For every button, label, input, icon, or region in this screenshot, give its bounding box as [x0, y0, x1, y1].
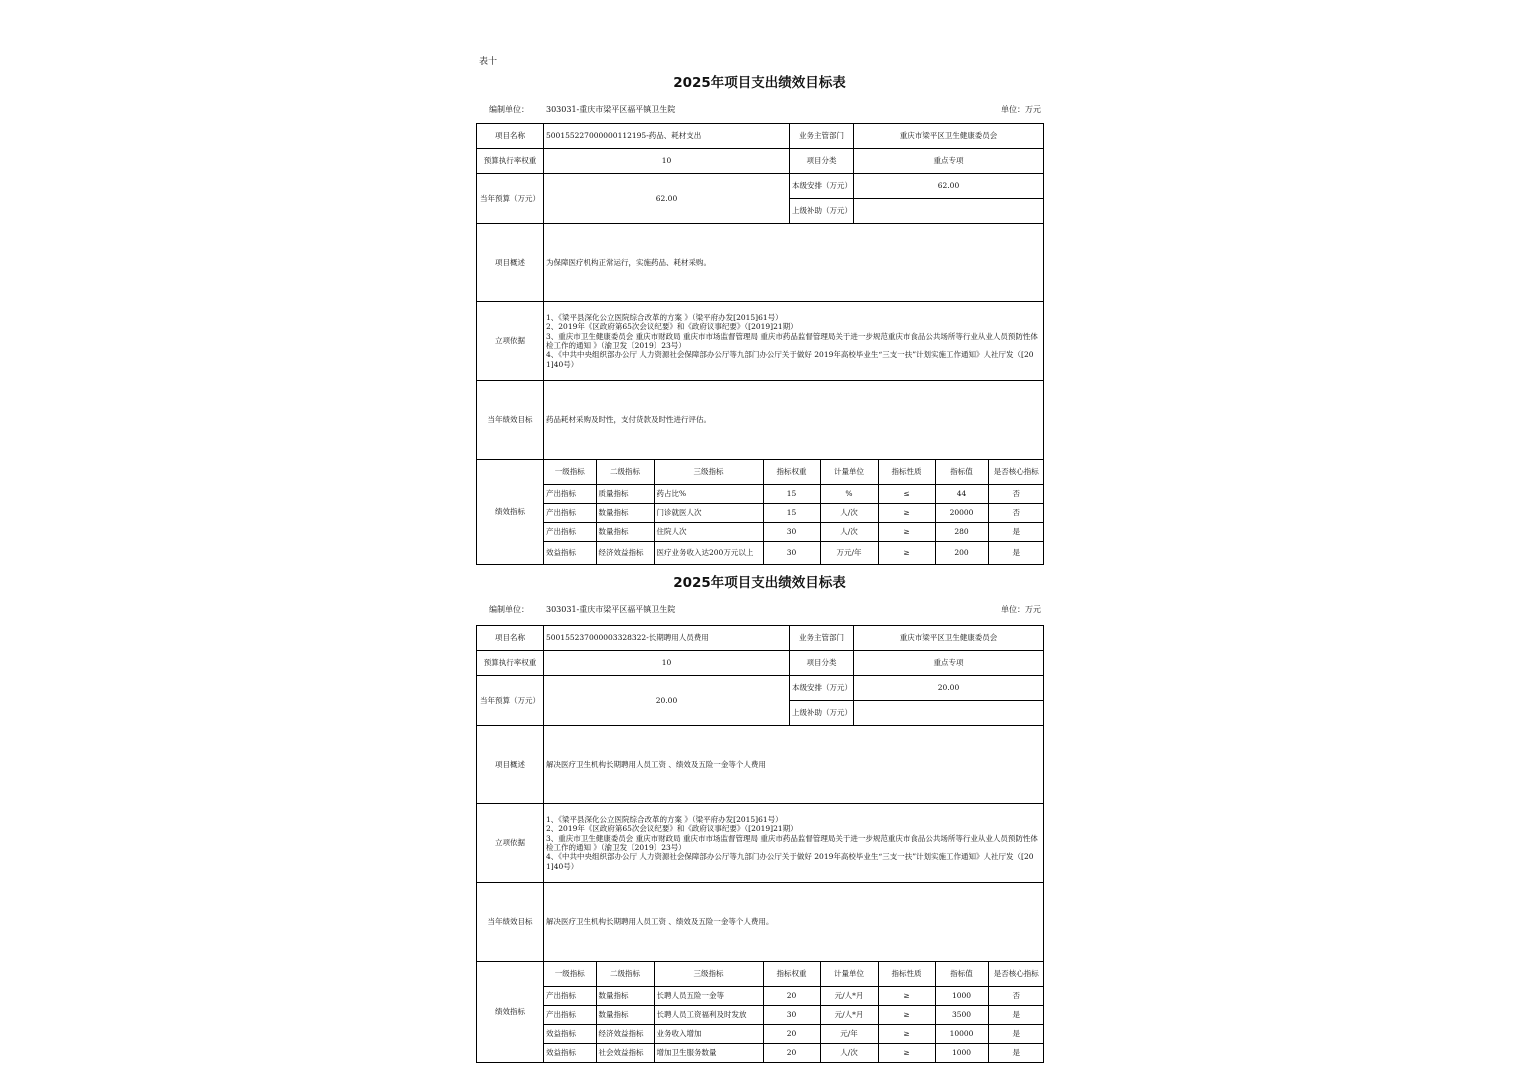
- project-name-label: 项目名称: [477, 626, 544, 651]
- form-title: 2025年项目支出绩效目标表: [673, 75, 846, 91]
- unit-value: 303031-重庆市梁平区福平镇卫生院: [546, 605, 676, 614]
- header-l3: 三级指标: [654, 962, 763, 986]
- header-core: 是否核心指标: [988, 962, 1044, 986]
- indicator-l2: 数量指标: [596, 522, 654, 541]
- indicator-nature: ≥: [878, 503, 935, 522]
- superior-subsidy-value: [854, 199, 1044, 224]
- category-label: 项目分类: [790, 149, 854, 174]
- overview-value: 为保障医疗机构正常运行，实施药品、耗材采购。: [544, 224, 1044, 302]
- form-meta: [476, 100, 1043, 116]
- header-l1: 一级指标: [544, 962, 596, 986]
- table-row: [477, 804, 1044, 883]
- superior-subsidy-label: 上级补助（万元）: [790, 199, 854, 224]
- overview-label: 项目概述: [477, 224, 544, 302]
- header-nature: 指标性质: [878, 962, 935, 986]
- unit-label: 编制单位：: [489, 105, 529, 114]
- superior-subsidy-value: [854, 701, 1044, 726]
- indicator-unit: 人/次: [820, 1043, 878, 1062]
- indicator-core: 否: [988, 986, 1044, 1005]
- annual-goal-value: 解决医疗卫生机构长期聘用人员工资 、绩效及五险一金等个人费用。: [544, 883, 1044, 962]
- indicator-nature: ≥: [878, 1024, 935, 1043]
- performance-form-2: [476, 572, 1043, 1063]
- indicator-l1: 产出指标: [544, 986, 596, 1005]
- table-row: [477, 224, 1044, 302]
- indicator-l3: 医疗业务收入达200万元以上: [654, 541, 763, 564]
- indicator-l2: 经济效益指标: [596, 1024, 654, 1043]
- header-value: 指标值: [935, 460, 988, 484]
- table-row: [477, 651, 1044, 676]
- header-l2: 二级指标: [596, 460, 654, 484]
- indicator-l3: 门诊就医人次: [654, 503, 763, 522]
- currency-label: 单位：万元: [1001, 105, 1041, 114]
- indicator-core: 否: [988, 503, 1044, 522]
- indicator-value: 3500: [935, 1005, 988, 1024]
- indicator-l1: 产出指标: [544, 522, 596, 541]
- table-row: [477, 124, 1044, 149]
- basis-line: 2、2019年《区政府第65次会议纪要》和《政府议事纪要》（[2019]21期）: [546, 322, 798, 332]
- department-value: 重庆市梁平区卫生健康委员会: [854, 626, 1044, 651]
- indicator-l1: 效益指标: [544, 1024, 596, 1043]
- form-title: 2025年项目支出绩效目标表: [673, 575, 846, 591]
- indicator-weight: 15: [763, 503, 820, 522]
- category-value: 重点专项: [854, 149, 1044, 174]
- performance-form-1: [476, 72, 1043, 565]
- basis-label: 立项依据: [477, 302, 544, 381]
- indicator-value: 44: [935, 484, 988, 503]
- indicator-core: 是: [988, 541, 1044, 564]
- indicator-unit: 元/人*月: [820, 1005, 878, 1024]
- indicator-unit: 元/人*月: [820, 986, 878, 1005]
- header-nature: 指标性质: [878, 460, 935, 484]
- indicator-nature: ≥: [878, 541, 935, 564]
- header-weight: 指标权重: [763, 962, 820, 986]
- indicator-l2: 社会效益指标: [596, 1043, 654, 1062]
- basis-line: 3、重庆市卫生健康委员会 重庆市财政局 重庆市市场监督管理局 重庆市药品监督管理局关于进一步规范重庆市食品公共场所等行业从业人员预防性体检工作的通知 》（渝卫发〔2019〕23号）: [546, 331, 1038, 350]
- table-row: [477, 302, 1044, 381]
- superior-subsidy-label: 上级补助（万元）: [790, 701, 854, 726]
- indicators-label: 绩效指标: [477, 962, 544, 1063]
- project-name-value: 500155237000003328322-长期聘用人员费用: [544, 626, 790, 651]
- department-value: 重庆市梁平区卫生健康委员会: [854, 124, 1044, 149]
- indicator-l2: 数量指标: [596, 503, 654, 522]
- annual-goal-label: 当年绩效目标: [477, 381, 544, 460]
- indicator-core: 是: [988, 1024, 1044, 1043]
- indicator-value: 1000: [935, 986, 988, 1005]
- indicator-core: 否: [988, 484, 1044, 503]
- local-arrangement-label: 本级安排（万元）: [790, 676, 854, 701]
- indicator-weight: 30: [763, 541, 820, 564]
- table-row: [477, 460, 1044, 565]
- table-row: [477, 174, 1044, 199]
- indicator-l2: 经济效益指标: [596, 541, 654, 564]
- table-row: [477, 149, 1044, 174]
- annual-goal-label: 当年绩效目标: [477, 883, 544, 962]
- indicator-nature: ≤: [878, 484, 935, 503]
- annual-budget-label: 当年预算（万元）: [477, 174, 544, 224]
- header-l1: 一级指标: [544, 460, 596, 484]
- indicator-core: 是: [988, 522, 1044, 541]
- header-l3: 三级指标: [654, 460, 763, 484]
- indicator-weight: 20: [763, 986, 820, 1005]
- basis-label: 立项依据: [477, 804, 544, 883]
- local-arrangement-value: 20.00: [854, 676, 1044, 701]
- indicator-nature: ≥: [878, 986, 935, 1005]
- unit-label: 编制单位：: [489, 605, 529, 614]
- department-label: 业务主管部门: [790, 626, 854, 651]
- page-label: 表十: [479, 57, 498, 67]
- form-table: [476, 123, 1044, 565]
- indicator-l3: 住院人次: [654, 522, 763, 541]
- header-weight: 指标权重: [763, 460, 820, 484]
- indicator-l2: 数量指标: [596, 986, 654, 1005]
- indicator-l1: 效益指标: [544, 1043, 596, 1062]
- indicator-weight: 30: [763, 522, 820, 541]
- table-row: [477, 883, 1044, 962]
- form-table: [476, 625, 1044, 1063]
- indicator-core: 是: [988, 1043, 1044, 1062]
- table-row: [477, 726, 1044, 804]
- category-value: 重点专项: [854, 651, 1044, 676]
- indicator-row: [544, 1024, 1044, 1043]
- indicators-cell: [544, 962, 1044, 1063]
- local-arrangement-value: 62.00: [854, 174, 1044, 199]
- indicator-l3: 业务收入增加: [654, 1024, 763, 1043]
- project-name-value: 500155227000000112195-药品、耗材支出: [544, 124, 790, 149]
- indicators-label: 绩效指标: [477, 460, 544, 565]
- indicator-unit: 元/年: [820, 1024, 878, 1043]
- table-row: [477, 626, 1044, 651]
- indicator-nature: ≥: [878, 1005, 935, 1024]
- basis-line: 2、2019年《区政府第65次会议纪要》和《政府议事纪要》（[2019]21期）: [546, 824, 798, 834]
- indicator-value: 280: [935, 522, 988, 541]
- indicator-value: 10000: [935, 1024, 988, 1043]
- indicator-l1: 产出指标: [544, 484, 596, 503]
- indicator-unit: %: [820, 484, 878, 503]
- basis-line: 4、《中共中央组织部办公厅 人力资源社会保障部办公厅等九部门办公厅关于做好 2019年高校毕业生“三支一扶”计划实施工作通知》人社厅发（[201]40号）: [546, 350, 1034, 369]
- indicator-row: [544, 522, 1044, 541]
- basis-line: 1、《梁平县深化公立医院综合改革的方案 》（梁平府办发[2015]61号）: [546, 312, 783, 322]
- category-label: 项目分类: [790, 651, 854, 676]
- table-row: [477, 962, 1044, 1063]
- indicator-nature: ≥: [878, 1043, 935, 1062]
- annual-goal-value: 药品耗材采购及时性，支付货款及时性进行评估。: [544, 381, 1044, 460]
- indicator-row: [544, 503, 1044, 522]
- basis-value: [544, 302, 1044, 381]
- indicator-header-row: [544, 460, 1044, 484]
- indicator-l2: 数量指标: [596, 1005, 654, 1024]
- indicator-row: [544, 484, 1044, 503]
- indicator-l1: 产出指标: [544, 503, 596, 522]
- indicator-unit: 万元/年: [820, 541, 878, 564]
- department-label: 业务主管部门: [790, 124, 854, 149]
- annual-budget-value: 62.00: [544, 174, 790, 224]
- indicator-l3: 长聘人员工资福利及时发放: [654, 1005, 763, 1024]
- table-row: [477, 676, 1044, 701]
- header-value: 指标值: [935, 962, 988, 986]
- indicator-unit: 人/次: [820, 522, 878, 541]
- indicator-weight: 20: [763, 1024, 820, 1043]
- table-row: [477, 381, 1044, 460]
- basis-line: 4、《中共中央组织部办公厅 人力资源社会保障部办公厅等九部门办公厅关于做好 2019年高校毕业生“三支一扶”计划实施工作通知》人社厅发（[201]40号）: [546, 852, 1034, 871]
- indicator-l2: 质量指标: [596, 484, 654, 503]
- indicator-core: 是: [988, 1005, 1044, 1024]
- basis-value: [544, 804, 1044, 883]
- indicator-value: 200: [935, 541, 988, 564]
- basis-line: 3、重庆市卫生健康委员会 重庆市财政局 重庆市市场监督管理局 重庆市药品监督管理局关于进一步规范重庆市食品公共场所等行业从业人员预防性体检工作的通知 》（渝卫发〔2019〕23号）: [546, 833, 1038, 852]
- header-unit: 计量单位: [820, 962, 878, 986]
- indicator-weight: 20: [763, 1043, 820, 1062]
- exec-weight-label: 预算执行率权重: [477, 149, 544, 174]
- overview-label: 项目概述: [477, 726, 544, 804]
- header-l2: 二级指标: [596, 962, 654, 986]
- indicator-value: 20000: [935, 503, 988, 522]
- indicator-l3: 增加卫生服务数量: [654, 1043, 763, 1062]
- exec-weight-label: 预算执行率权重: [477, 651, 544, 676]
- exec-weight-value: 10: [544, 651, 790, 676]
- exec-weight-value: 10: [544, 149, 790, 174]
- indicators-table: [544, 962, 1044, 1062]
- annual-budget-label: 当年预算（万元）: [477, 676, 544, 726]
- project-name-label: 项目名称: [477, 124, 544, 149]
- indicator-row: [544, 986, 1044, 1005]
- overview-value: 解决医疗卫生机构长期聘用人员工资 、绩效及五险一金等个人费用: [544, 726, 1044, 804]
- header-unit: 计量单位: [820, 460, 878, 484]
- indicator-l3: 长聘人员五险一金等: [654, 986, 763, 1005]
- form-meta: [476, 600, 1043, 616]
- annual-budget-value: 20.00: [544, 676, 790, 726]
- indicators-cell: [544, 460, 1044, 565]
- local-arrangement-label: 本级安排（万元）: [790, 174, 854, 199]
- indicator-l3: 药占比%: [654, 484, 763, 503]
- indicator-row: [544, 1005, 1044, 1024]
- indicator-row: [544, 1043, 1044, 1062]
- indicator-l1: 效益指标: [544, 541, 596, 564]
- indicators-table: [544, 460, 1044, 564]
- indicator-row: [544, 541, 1044, 564]
- indicator-l1: 产出指标: [544, 1005, 596, 1024]
- indicator-header-row: [544, 962, 1044, 986]
- indicator-weight: 15: [763, 484, 820, 503]
- indicator-unit: 人/次: [820, 503, 878, 522]
- unit-value: 303031-重庆市梁平区福平镇卫生院: [546, 105, 676, 114]
- basis-line: 1、《梁平县深化公立医院综合改革的方案 》（梁平府办发[2015]61号）: [546, 814, 783, 824]
- indicator-nature: ≥: [878, 522, 935, 541]
- indicator-weight: 30: [763, 1005, 820, 1024]
- header-core: 是否核心指标: [988, 460, 1044, 484]
- indicator-value: 1000: [935, 1043, 988, 1062]
- currency-label: 单位：万元: [1001, 605, 1041, 614]
